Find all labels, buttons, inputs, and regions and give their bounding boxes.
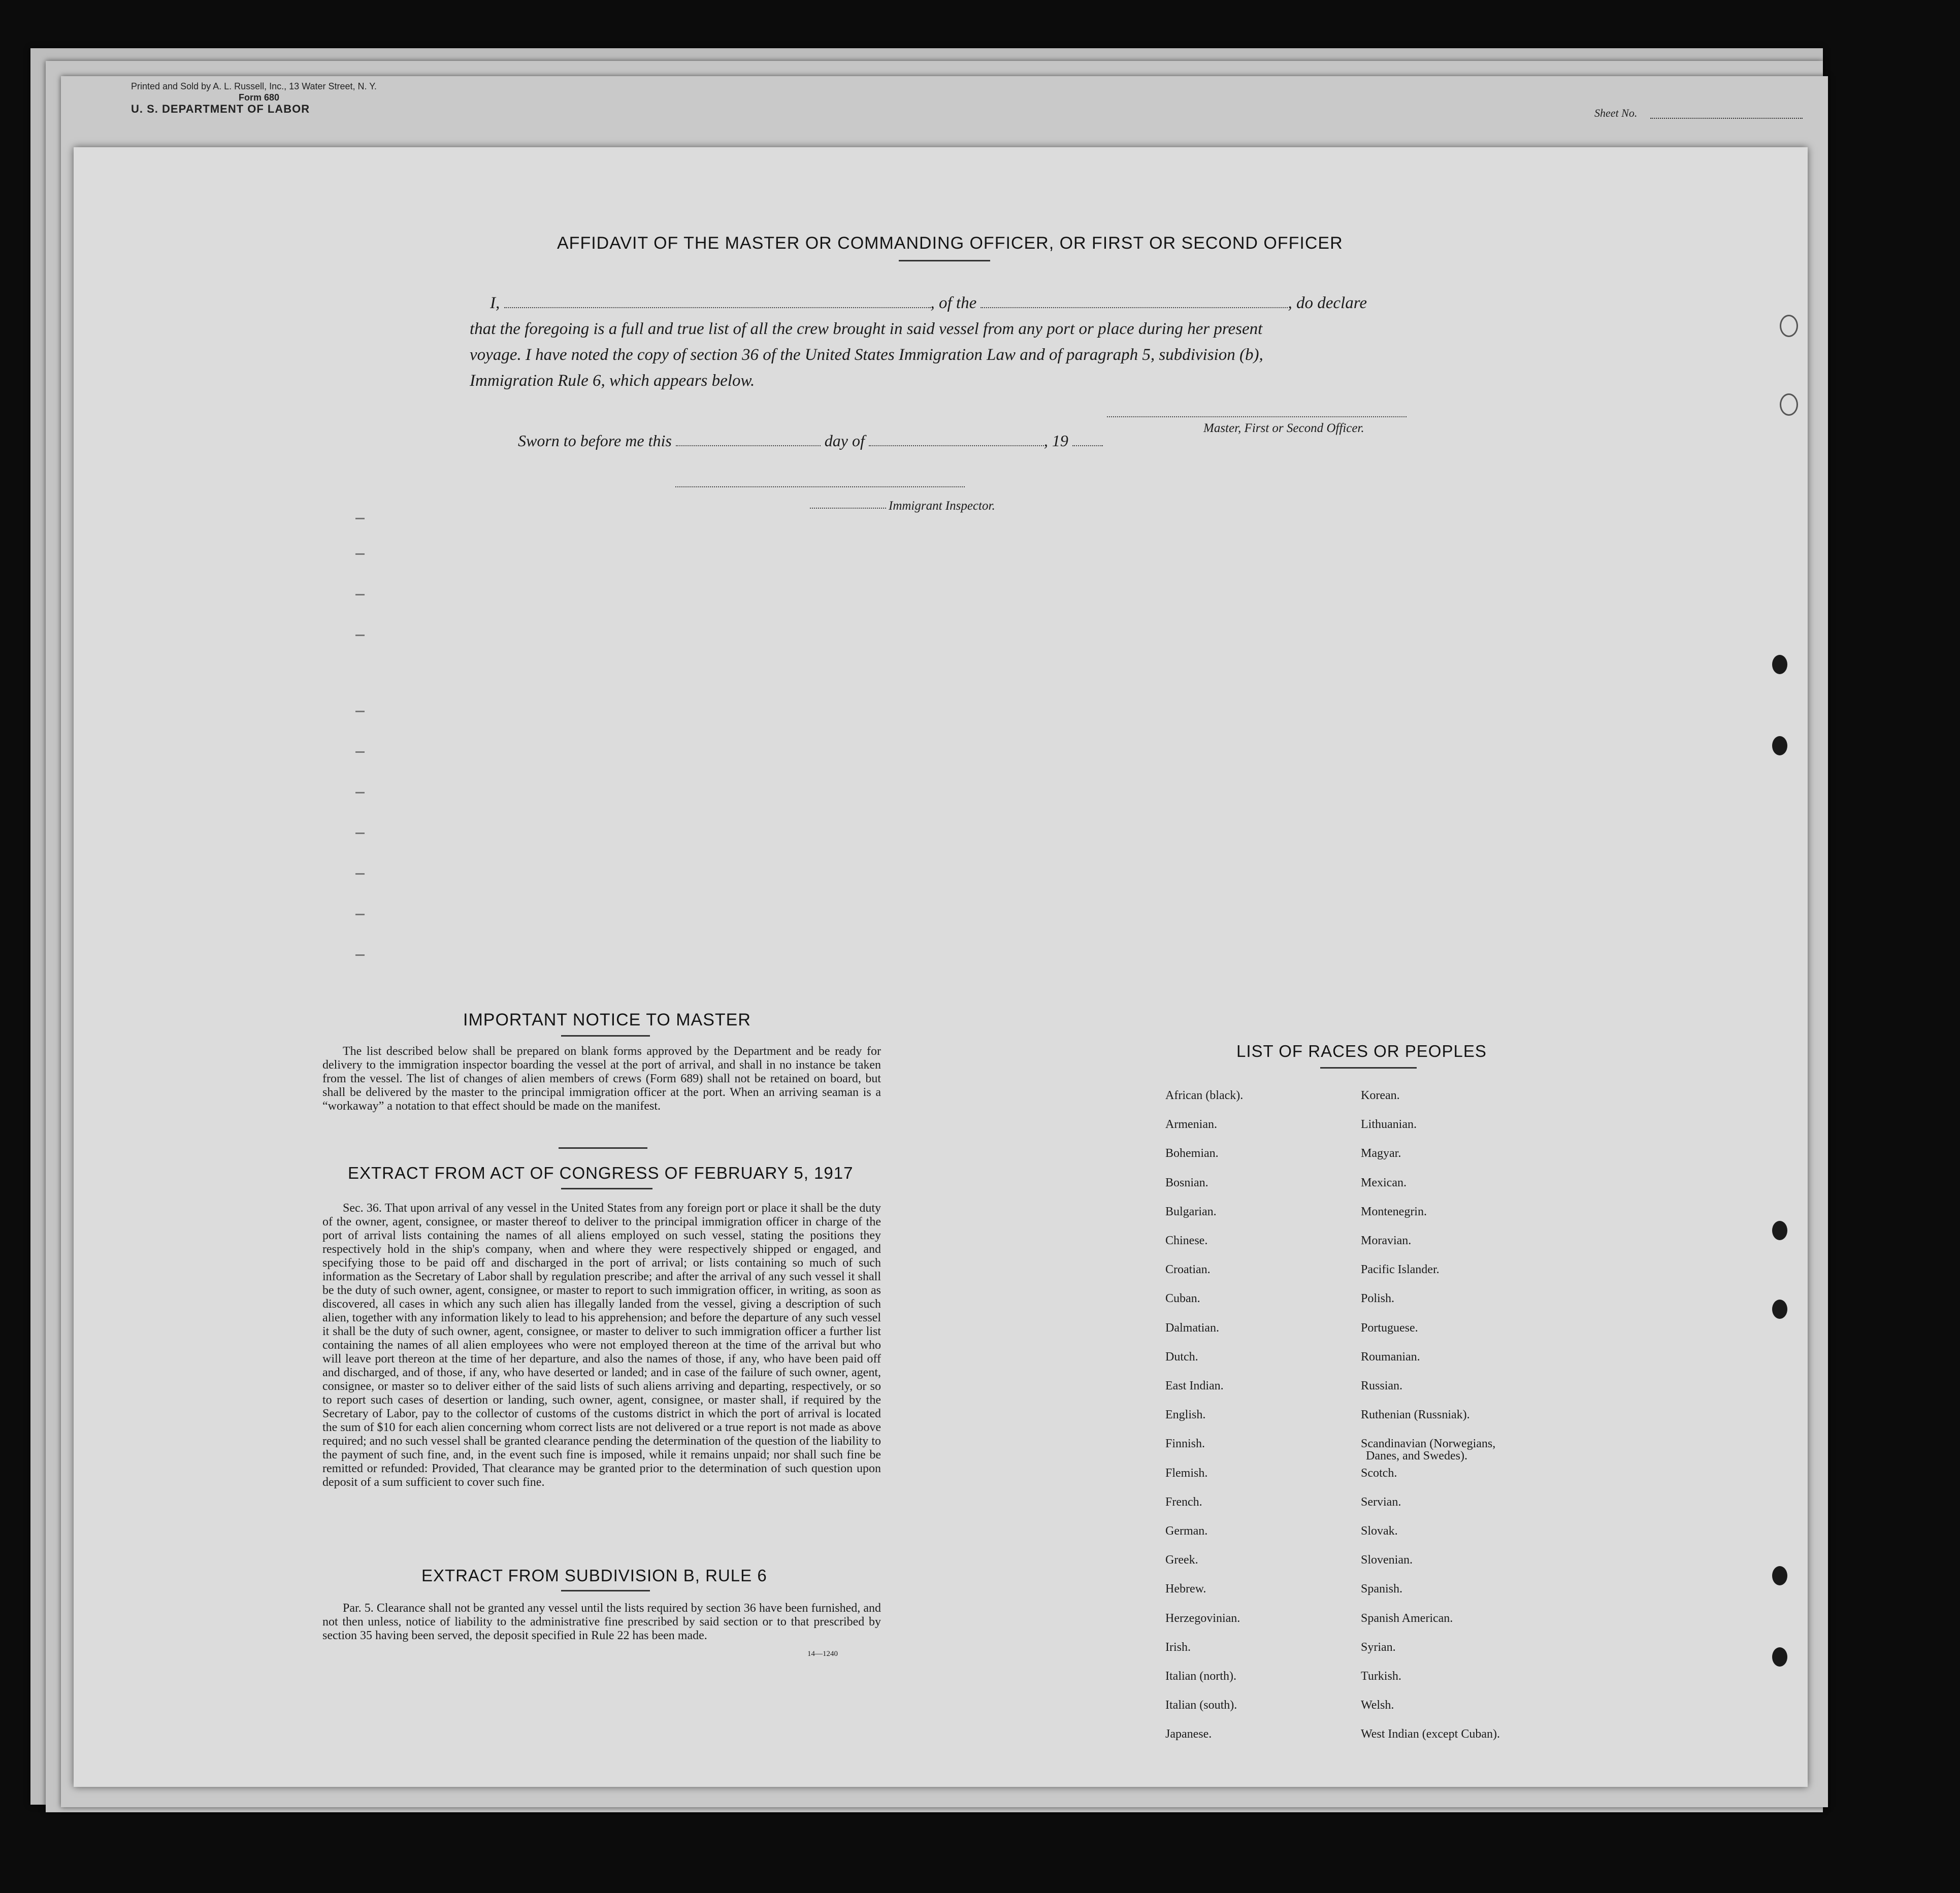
day-of-label: day of bbox=[824, 431, 865, 450]
carbon-mark bbox=[355, 954, 365, 956]
race-item: Moravian. bbox=[1361, 1234, 1412, 1247]
inspector-label: Immigrant Inspector. bbox=[889, 499, 995, 513]
race-item: Greek. bbox=[1165, 1553, 1198, 1567]
extract-act-title: EXTRACT FROM ACT OF CONGRESS OF FEBRUARY 5, 1917 bbox=[348, 1164, 854, 1182]
sworn-line bbox=[518, 431, 1103, 450]
race-item: Irish. bbox=[1165, 1640, 1191, 1654]
vessel-field[interactable] bbox=[981, 307, 1288, 308]
printer-credit: Printed and Sold by A. L. Russell, Inc., 13 Water Street, N. Y. bbox=[131, 81, 377, 91]
race-item: Ruthenian (Russniak). bbox=[1361, 1408, 1470, 1422]
race-item: African (black). bbox=[1165, 1089, 1244, 1102]
race-item: Lithuanian. bbox=[1361, 1118, 1417, 1132]
race-item: East Indian. bbox=[1165, 1379, 1224, 1392]
race-item: Welsh. bbox=[1361, 1699, 1394, 1712]
affidavit-line: voyage. I have noted the copy of section 36 of the United States Immigration Law and of paragraph 5, subdivision (b), bbox=[470, 346, 1263, 364]
race-item: Bohemian. bbox=[1165, 1147, 1219, 1160]
binder-hole bbox=[1772, 1221, 1787, 1240]
race-item: English. bbox=[1165, 1408, 1206, 1422]
binder-hole bbox=[1772, 1566, 1787, 1585]
signature-field[interactable] bbox=[1107, 416, 1407, 417]
form-code: 14—1240 bbox=[807, 1650, 838, 1658]
sheet-number-line bbox=[1650, 118, 1803, 119]
divider bbox=[1320, 1067, 1417, 1069]
race-item: Korean. bbox=[1361, 1089, 1400, 1102]
race-item: Magyar. bbox=[1361, 1147, 1401, 1160]
extract-act-body: Sec. 36. That upon arrival of any vessel in the United States from any foreign port or place it shall be the duty of the owner, agent, consignee, or master thereof to deliver to the principal immigration officer in charge of the port of arrival lists containing the names of all aliens employed on such vessel, stating the positions they respectively hold in the ship's company, when and where they were respectively shipped or engaged, and specifying those to be paid off and discharged in the port of arrival; or lists containing so much of such information as the Secretary of Labor shall by regulation prescribe; and after the arrival of any such vessel it shall be the duty of such owner, agent, consignee, or master to report to such immigration officer, in writing, as soon as discovered, all cases in which any such alien has illegally landed from the vessel, giving a description of such alien, together with any information likely to lead to his apprehension; and before the departure of any such vessel it shall be the duty of such owner, agent, consignee, or master to deliver to such immigration officer a further list containing the names of all alien employees who were not employed thereon at the time of the arrival but who will leave port thereon at the time of her departure, and also the names of those, if any, who have been paid off and discharged, and of those, if any, who have deserted or landed; and in case of the failure of such owner, agent, consignee, or master so to deliver either of the said lists of such aliens arriving and departing, respectively, or so to report such cases of desertion or landing, such owner, agent, consignee, or master shall, if required by the Secretary of Labor, pay to the collector of customs of the customs district in which the port of arrival is located the sum of $10 for each alien concerning whom correct lists are not delivered or a true report is not made as above required; and no such vessel shall be granted clearance pending the determination of the question of the liability to the payment of such fine, and, in the event such fine is imposed, while it remains unpaid; nor shall such fine be remitted or refunded: Provided, That clearance may be granted prior to the determination of such question upon deposit of a sum sufficient to cover such fine. bbox=[322, 1202, 881, 1489]
of-the-label: , of the bbox=[930, 294, 977, 312]
signature-label: Master, First or Second Officer. bbox=[1203, 421, 1364, 435]
race-item: Roumanian. bbox=[1361, 1350, 1420, 1364]
race-item: French. bbox=[1165, 1495, 1202, 1509]
form-number: Form 680 bbox=[239, 92, 280, 103]
affidavit-text bbox=[470, 290, 1508, 394]
race-item: Italian (north). bbox=[1165, 1670, 1236, 1683]
binder-hole bbox=[1780, 393, 1798, 416]
race-item: Mexican. bbox=[1361, 1176, 1407, 1189]
race-item: Slovak. bbox=[1361, 1524, 1398, 1538]
form-page bbox=[74, 147, 1808, 1787]
carbon-mark bbox=[355, 518, 365, 519]
affidavit-line: Immigration Rule 6, which appears below. bbox=[470, 372, 755, 390]
year-field[interactable] bbox=[1072, 445, 1103, 446]
races-title: LIST OF RACES OR PEOPLES bbox=[1236, 1042, 1487, 1060]
race-item: West Indian (except Cuban). bbox=[1361, 1728, 1500, 1741]
race-item: Portuguese. bbox=[1361, 1321, 1418, 1335]
race-item: Turkish. bbox=[1361, 1670, 1401, 1683]
race-item: Servian. bbox=[1361, 1495, 1401, 1509]
extract-rule-body: Par. 5. Clearance shall not be granted any vessel until the lists required by section 36 have been furnished, and not then unless, notice of liability to the administrative fine prescribed by said section or to that prescribed by section 35 having been served, the deposit specified in Rule 22 has been made. bbox=[322, 1602, 881, 1642]
binder-hole bbox=[1772, 1647, 1787, 1667]
sheet-number-label: Sheet No. bbox=[1594, 107, 1638, 119]
race-item: Cuban. bbox=[1165, 1292, 1200, 1306]
name-field[interactable] bbox=[504, 307, 931, 308]
carbon-mark bbox=[355, 711, 365, 712]
carbon-mark bbox=[355, 594, 365, 595]
race-item: Croatian. bbox=[1165, 1263, 1211, 1277]
year-label: , 19 bbox=[1043, 431, 1068, 450]
race-item: Finnish. bbox=[1165, 1437, 1205, 1451]
race-item: Polish. bbox=[1361, 1292, 1395, 1306]
race-item: Flemish. bbox=[1165, 1466, 1208, 1480]
race-item: Syrian. bbox=[1361, 1640, 1396, 1654]
inspector-signature-field[interactable] bbox=[810, 508, 886, 509]
race-item: Pacific Islander. bbox=[1361, 1263, 1440, 1277]
race-item: Dalmatian. bbox=[1165, 1321, 1219, 1335]
race-item: Scotch. bbox=[1361, 1466, 1397, 1480]
notice-title: IMPORTANT NOTICE TO MASTER bbox=[463, 1010, 751, 1029]
binder-hole bbox=[1772, 1300, 1787, 1319]
race-item: Herzegovinian. bbox=[1165, 1611, 1240, 1625]
race-item: Dutch. bbox=[1165, 1350, 1198, 1364]
declaration-line bbox=[470, 290, 1508, 316]
race-item: Japanese. bbox=[1165, 1728, 1212, 1741]
do-declare-label: , do declare bbox=[1288, 294, 1367, 312]
race-item: Armenian. bbox=[1165, 1118, 1217, 1132]
race-item: Scandinavian (Norwegians, bbox=[1361, 1437, 1496, 1451]
carbon-mark bbox=[355, 833, 365, 834]
divider bbox=[559, 1147, 647, 1149]
race-item: German. bbox=[1165, 1524, 1208, 1538]
race-item: Bulgarian. bbox=[1165, 1205, 1217, 1218]
divider bbox=[561, 1188, 652, 1189]
carbon-mark bbox=[355, 635, 365, 636]
race-item: Italian (south). bbox=[1165, 1699, 1237, 1712]
carbon-mark bbox=[355, 914, 365, 915]
carbon-mark bbox=[355, 751, 365, 753]
department-name: U. S. DEPARTMENT OF LABOR bbox=[131, 103, 310, 115]
race-item: Spanish American. bbox=[1361, 1611, 1453, 1625]
race-item: Slovenian. bbox=[1361, 1553, 1413, 1567]
divider bbox=[899, 260, 990, 261]
divider bbox=[561, 1035, 650, 1037]
binder-hole bbox=[1772, 655, 1787, 674]
race-item: Chinese. bbox=[1165, 1234, 1208, 1247]
divider bbox=[561, 1590, 650, 1591]
inspector-signature-field[interactable] bbox=[675, 486, 965, 487]
carbon-mark bbox=[355, 553, 365, 555]
race-item: Spanish. bbox=[1361, 1582, 1403, 1596]
carbon-mark bbox=[355, 792, 365, 793]
race-item: Danes, and Swedes). bbox=[1366, 1449, 1467, 1463]
extract-rule-title: EXTRACT FROM SUBDIVISION B, RULE 6 bbox=[421, 1566, 767, 1585]
day-field[interactable] bbox=[676, 445, 821, 446]
affidavit-line: that the foregoing is a full and true list of all the crew brought in said vessel from any port or place during her present bbox=[470, 320, 1263, 338]
pronoun: I, bbox=[490, 294, 500, 312]
race-item: Bosnian. bbox=[1165, 1176, 1208, 1189]
notice-body: The list described below shall be prepared on blank forms approved by the Department and be ready for delivery to the immigration inspector boarding the vessel at the port of arrival, and shall in no instance be taken from the vessel. The list of changes of alien members of crews (Form 689) shall not be retained on board, but shall be delivered by the master to the principal immigration officer at the port. When an arriving seaman is a “workaway” a notation to that effect should be made on the manifest. bbox=[322, 1045, 881, 1113]
race-item: Hebrew. bbox=[1165, 1582, 1206, 1596]
race-item: Montenegrin. bbox=[1361, 1205, 1427, 1218]
carbon-mark bbox=[355, 873, 365, 875]
binder-hole bbox=[1772, 736, 1787, 755]
race-item: Russian. bbox=[1361, 1379, 1403, 1392]
sworn-label: Sworn to before me this bbox=[518, 431, 672, 450]
binder-hole bbox=[1780, 315, 1798, 337]
month-field[interactable] bbox=[869, 445, 1044, 446]
affidavit-title: AFFIDAVIT OF THE MASTER OR COMMANDING OFFICER, OR FIRST OR SECOND OFFICER bbox=[557, 234, 1343, 253]
